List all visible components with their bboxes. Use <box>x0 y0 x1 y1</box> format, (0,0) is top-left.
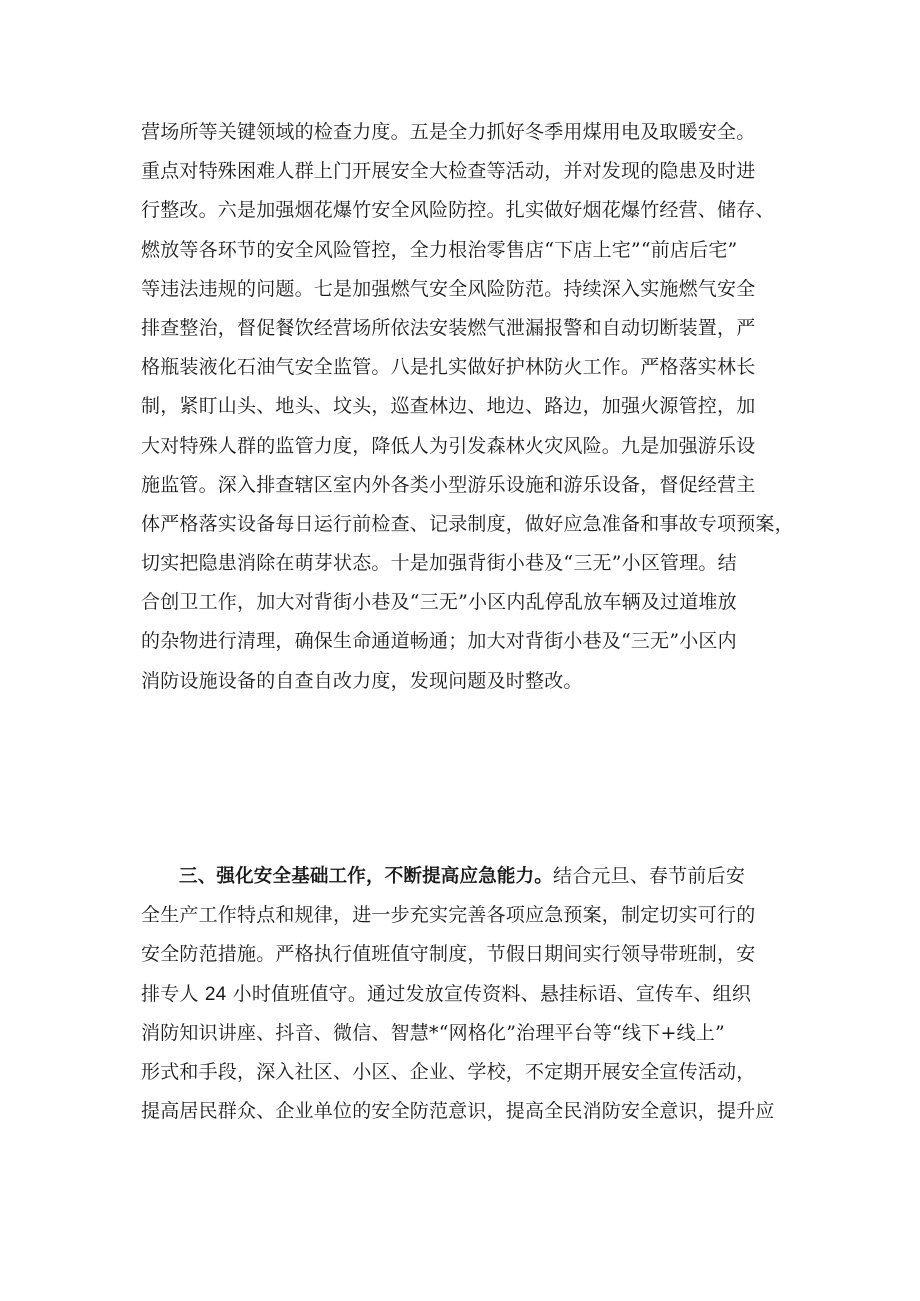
paragraph-continued <box>141 113 794 701</box>
text-line: 等违法违规的问题。七是加强燃气安全风险防范。持续深入实施燃气安全 <box>141 277 756 300</box>
text-line: 大对特殊人群的监管力度，降低人为引发森林火灾风险。九是加强游乐设 <box>141 434 756 457</box>
text-line: 燃放等各环节的安全风险管控，全力根治零售店“下店上宅”“前店后宅” <box>141 238 738 261</box>
text-line: 施监管。深入排查辖区室内外各类小型游乐设施和游乐设备，督促经营主 <box>141 473 756 496</box>
text-line: 营场所等关键领域的检查力度。五是全力抓好冬季用煤用电及取暖安全。 <box>141 121 756 143</box>
text-line: 消防设施设备的自查自改力度，发现问题及时整改。 <box>141 669 583 692</box>
text-line: 提高居民群众、企业单位的安全防范意识，提高全民消防安全意识，提升应 <box>141 1100 775 1123</box>
section-heading: 三、强化安全基础工作，不断提高应急能力。 <box>179 866 554 887</box>
text-line: 排查整治，督促餐饮经营场所依法安装燃气泄漏报警和自动切断装置，严 <box>141 316 756 339</box>
text-segment: 小时值班值守。通过发放宣传资料、悬挂标语、宣传车、组织 <box>232 982 752 1005</box>
hours-number: 24 <box>204 983 227 1005</box>
section-first-line-text: 结合元旦、春节前后安 <box>553 865 746 887</box>
paragraph-section-three <box>141 857 781 1131</box>
text-line: 制，紧盯山头、地头、坟头，巡查林边、地边、路边，加强火源管控，加 <box>141 395 756 418</box>
text-line: 重点对特殊困难人群上门开展安全大检查等活动，并对发现的隐患及时进 <box>141 160 756 183</box>
text-line-first <box>141 857 781 896</box>
text-line: 全生产工作特点和规律，进一步充实完善各项应急预案，制定切实可行的 <box>141 904 756 927</box>
text-line: 格瓶装液化石油气安全监管。八是扎实做好护林防火工作。严格落实林长 <box>141 356 756 379</box>
text-line: 体严格落实设备每日运行前检查、记录制度，做好应急准备和事故专项预案， <box>141 512 794 535</box>
text-segment: 排专人 <box>141 982 199 1005</box>
text-line-with-number <box>141 975 781 1014</box>
text-line: 形式和手段，深入社区、小区、企业、学校，不定期开展安全宣传活动， <box>141 1060 756 1083</box>
text-line: 行整改。六是加强烟花爆竹安全风险防控。扎实做好烟花爆竹经营、储存、 <box>141 199 775 222</box>
text-line: 的杂物进行清理，确保生命通道畅通；加大对背街小巷及“三无”小区内 <box>141 630 737 653</box>
text-line: 安全防范措施。严格执行值班值守制度，节假日期间实行领导带班制，安 <box>141 943 756 966</box>
text-line: 消防知识讲座、抖音、微信、智慧*“网格化”治理平台等“线下+线上” <box>141 1021 725 1044</box>
text-line: 合创卫工作，加大对背街小巷及“三无”小区内乱停乱放车辆及过道堆放 <box>141 591 737 614</box>
text-line: 切实把隐患消除在萌芽状态。十是加强背街小巷及“三无”小区管理。结 <box>141 552 737 575</box>
